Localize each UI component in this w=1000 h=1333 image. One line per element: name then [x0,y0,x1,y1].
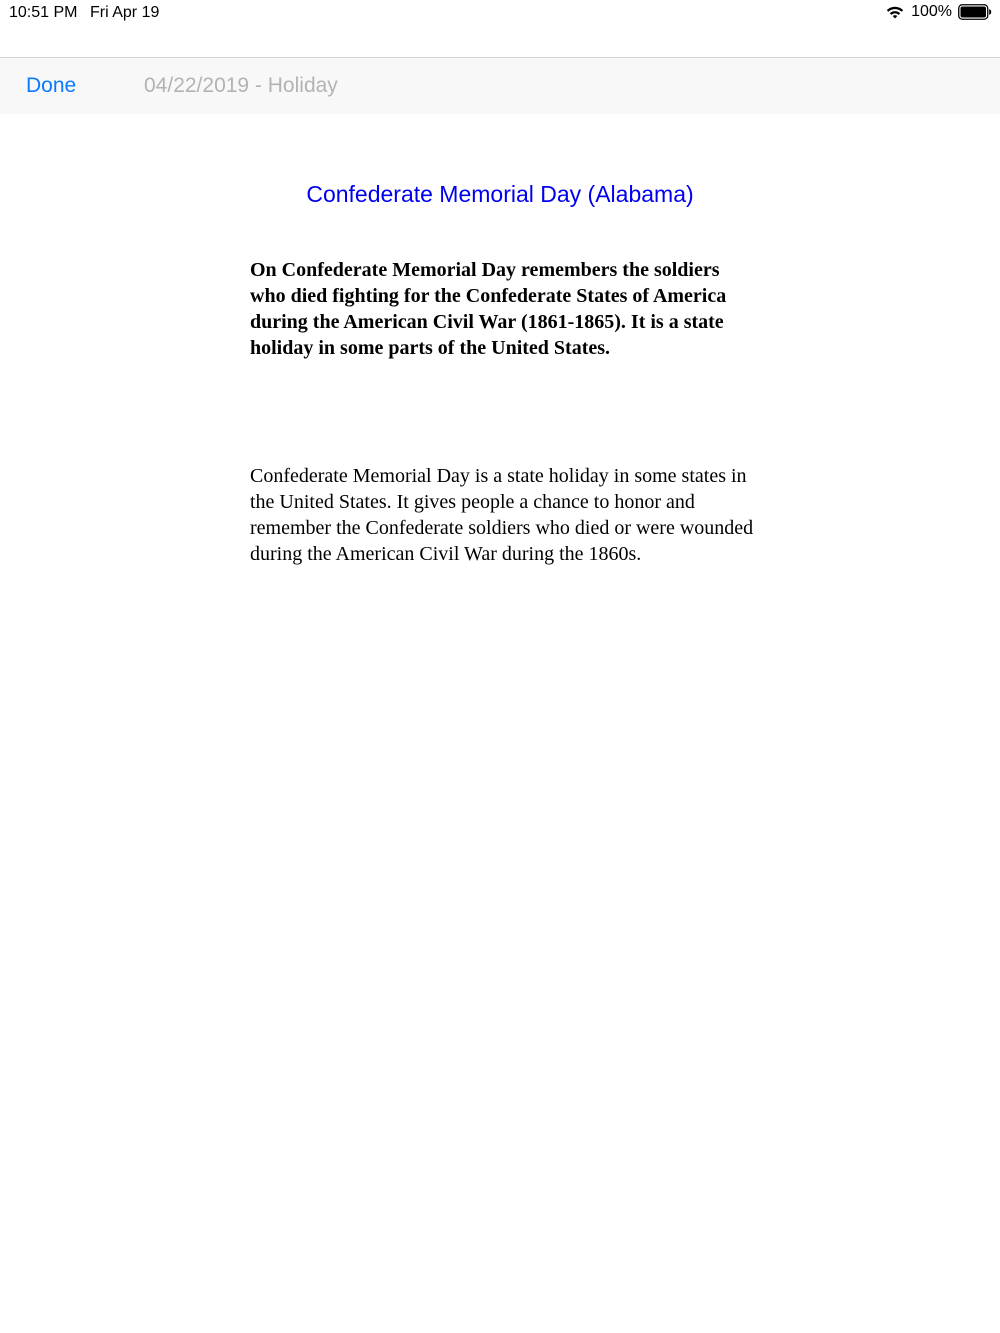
nav-title: 04/22/2019 - Holiday [144,74,338,97]
holiday-description: Confederate Memorial Day is a state holiday in some states in the United States. It gives people a chance to honor and remember the Confederate soldiers who died or were wounded during the American Civil War during the 1860s. [250,465,754,565]
status-time: 10:51 PM [9,4,78,21]
holiday-title: Confederate Memorial Day (Alabama) [306,181,694,207]
battery-full-icon [958,4,992,20]
status-date: Fri Apr 19 [90,4,160,21]
holiday-summary: On Confederate Memorial Day remembers the soldiers who died fighting for the Confederate States of America during the American Civil War (1861-1865). It is a state holiday in some parts of the United States. [250,259,727,359]
status-indicators [885,3,992,21]
wifi-icon [885,4,905,20]
navigation-bar [0,57,1000,114]
done-button[interactable]: Done [26,74,77,97]
status-bar [0,0,1000,28]
battery-percentage: 100% [911,3,952,20]
